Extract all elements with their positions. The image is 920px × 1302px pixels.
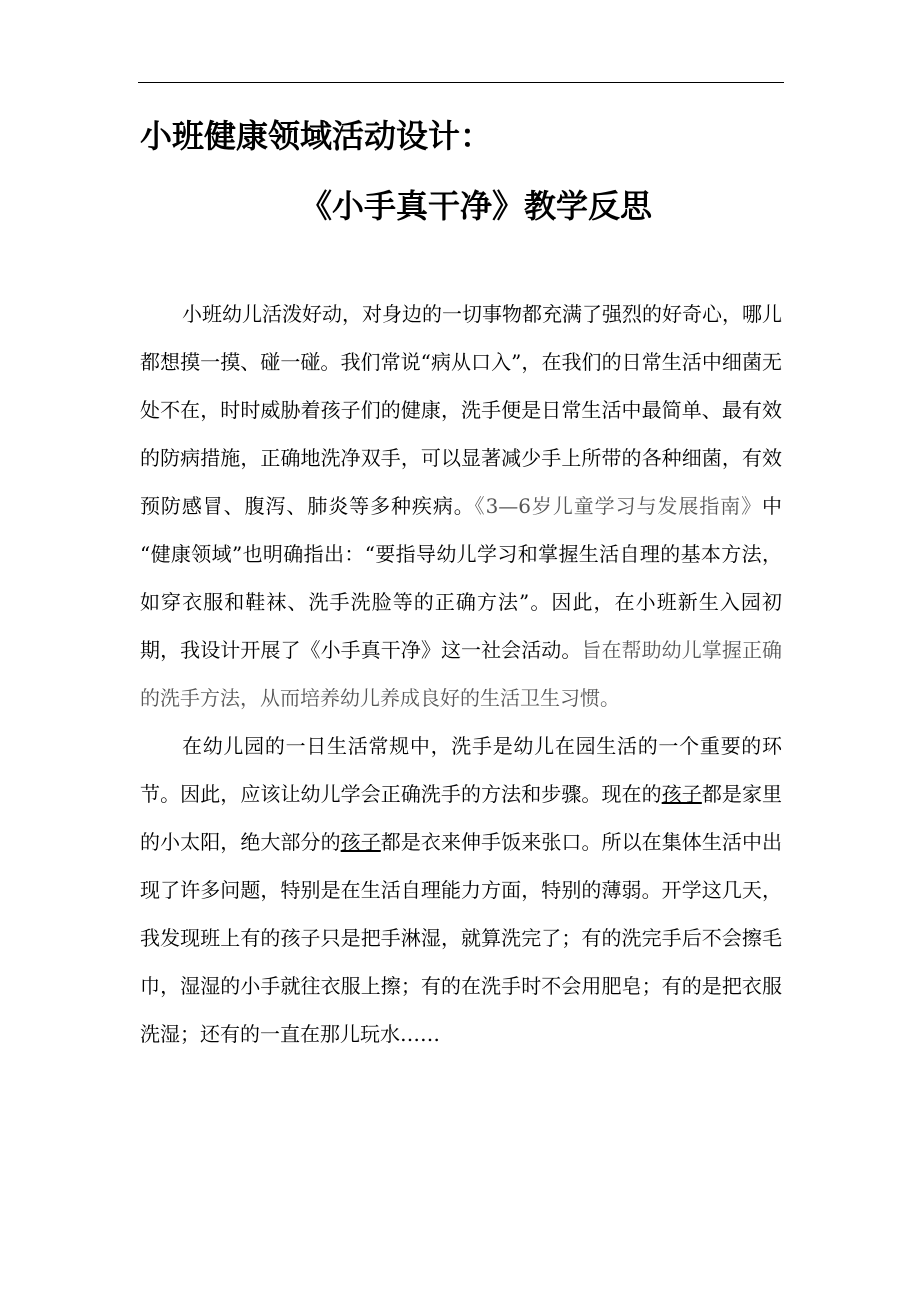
paragraph-2-underlined-word-1: 孩子 bbox=[661, 782, 702, 806]
paragraph-1-text-b: 中 “健康领域”也明确指出：“要指导幼儿学习和掌握生活自理的基本方法，如穿衣服和鞋袜、洗手洗脸等的正确方法”。因此，在小班新生入园初期，我设计开展了《小手真干净》这一社会活动。 bbox=[140, 494, 783, 662]
paragraph-2 bbox=[140, 722, 782, 1058]
header-rule bbox=[138, 82, 784, 83]
paragraph-2-text-a: 在幼儿园的一日生活常规中，洗手是幼儿在园生活的一个重要的环节。因此，应该让幼儿学会正确洗手的方法和步骤。现在的 bbox=[140, 734, 782, 806]
paragraph-2-text-c: 都是衣来伸手饭来张口。所以在集体生活中出现了许多问题，特别是在生活自理能力方面，特别的薄弱。开学这几天，我发现班上有的孩子只是把手淋湿，就算洗完了；有的洗完手后不会擦毛巾，湿湿的小手就往衣服上擦；有的在洗手时不会用肥皂；有的是把衣服洗湿；还有的一直在那儿玩水…… bbox=[140, 830, 783, 1046]
paragraph-1-text-a: 小班幼儿活泼好动，对身边的一切事物都充满了强烈的好奇心，哪儿都想摸一摸、碰一碰。我们常说“病从口入”，在我们的日常生活中细菌无处不在，时时威胁着孩子们的健康，洗手便是日常生活中最简单、最有效的防病措施，正确地洗净双手，可以显著减少手上所带的各种细菌，有效预防感冒、腹泻、肺炎等多种疾病。 bbox=[140, 302, 782, 518]
title-line-1: 小班健康领域活动设计： bbox=[140, 117, 493, 155]
paragraph-2-text-b: 都是家里的小太阳，绝大部分的 bbox=[140, 782, 783, 854]
paragraph-1 bbox=[140, 290, 782, 722]
body-text bbox=[140, 290, 782, 1058]
paragraph-1-guide-title: 《3—6岁儿童学习与发展指南》 bbox=[474, 494, 763, 518]
paragraph-2-underlined-word-2: 孩子 bbox=[340, 830, 381, 854]
paragraph-1-text-c: 旨在帮助幼儿掌握正确的洗手方法，从而培养幼儿养成良好的生活卫生习惯。 bbox=[140, 638, 783, 710]
title-line-2: 《小手真干净》教学反思 bbox=[299, 187, 652, 225]
